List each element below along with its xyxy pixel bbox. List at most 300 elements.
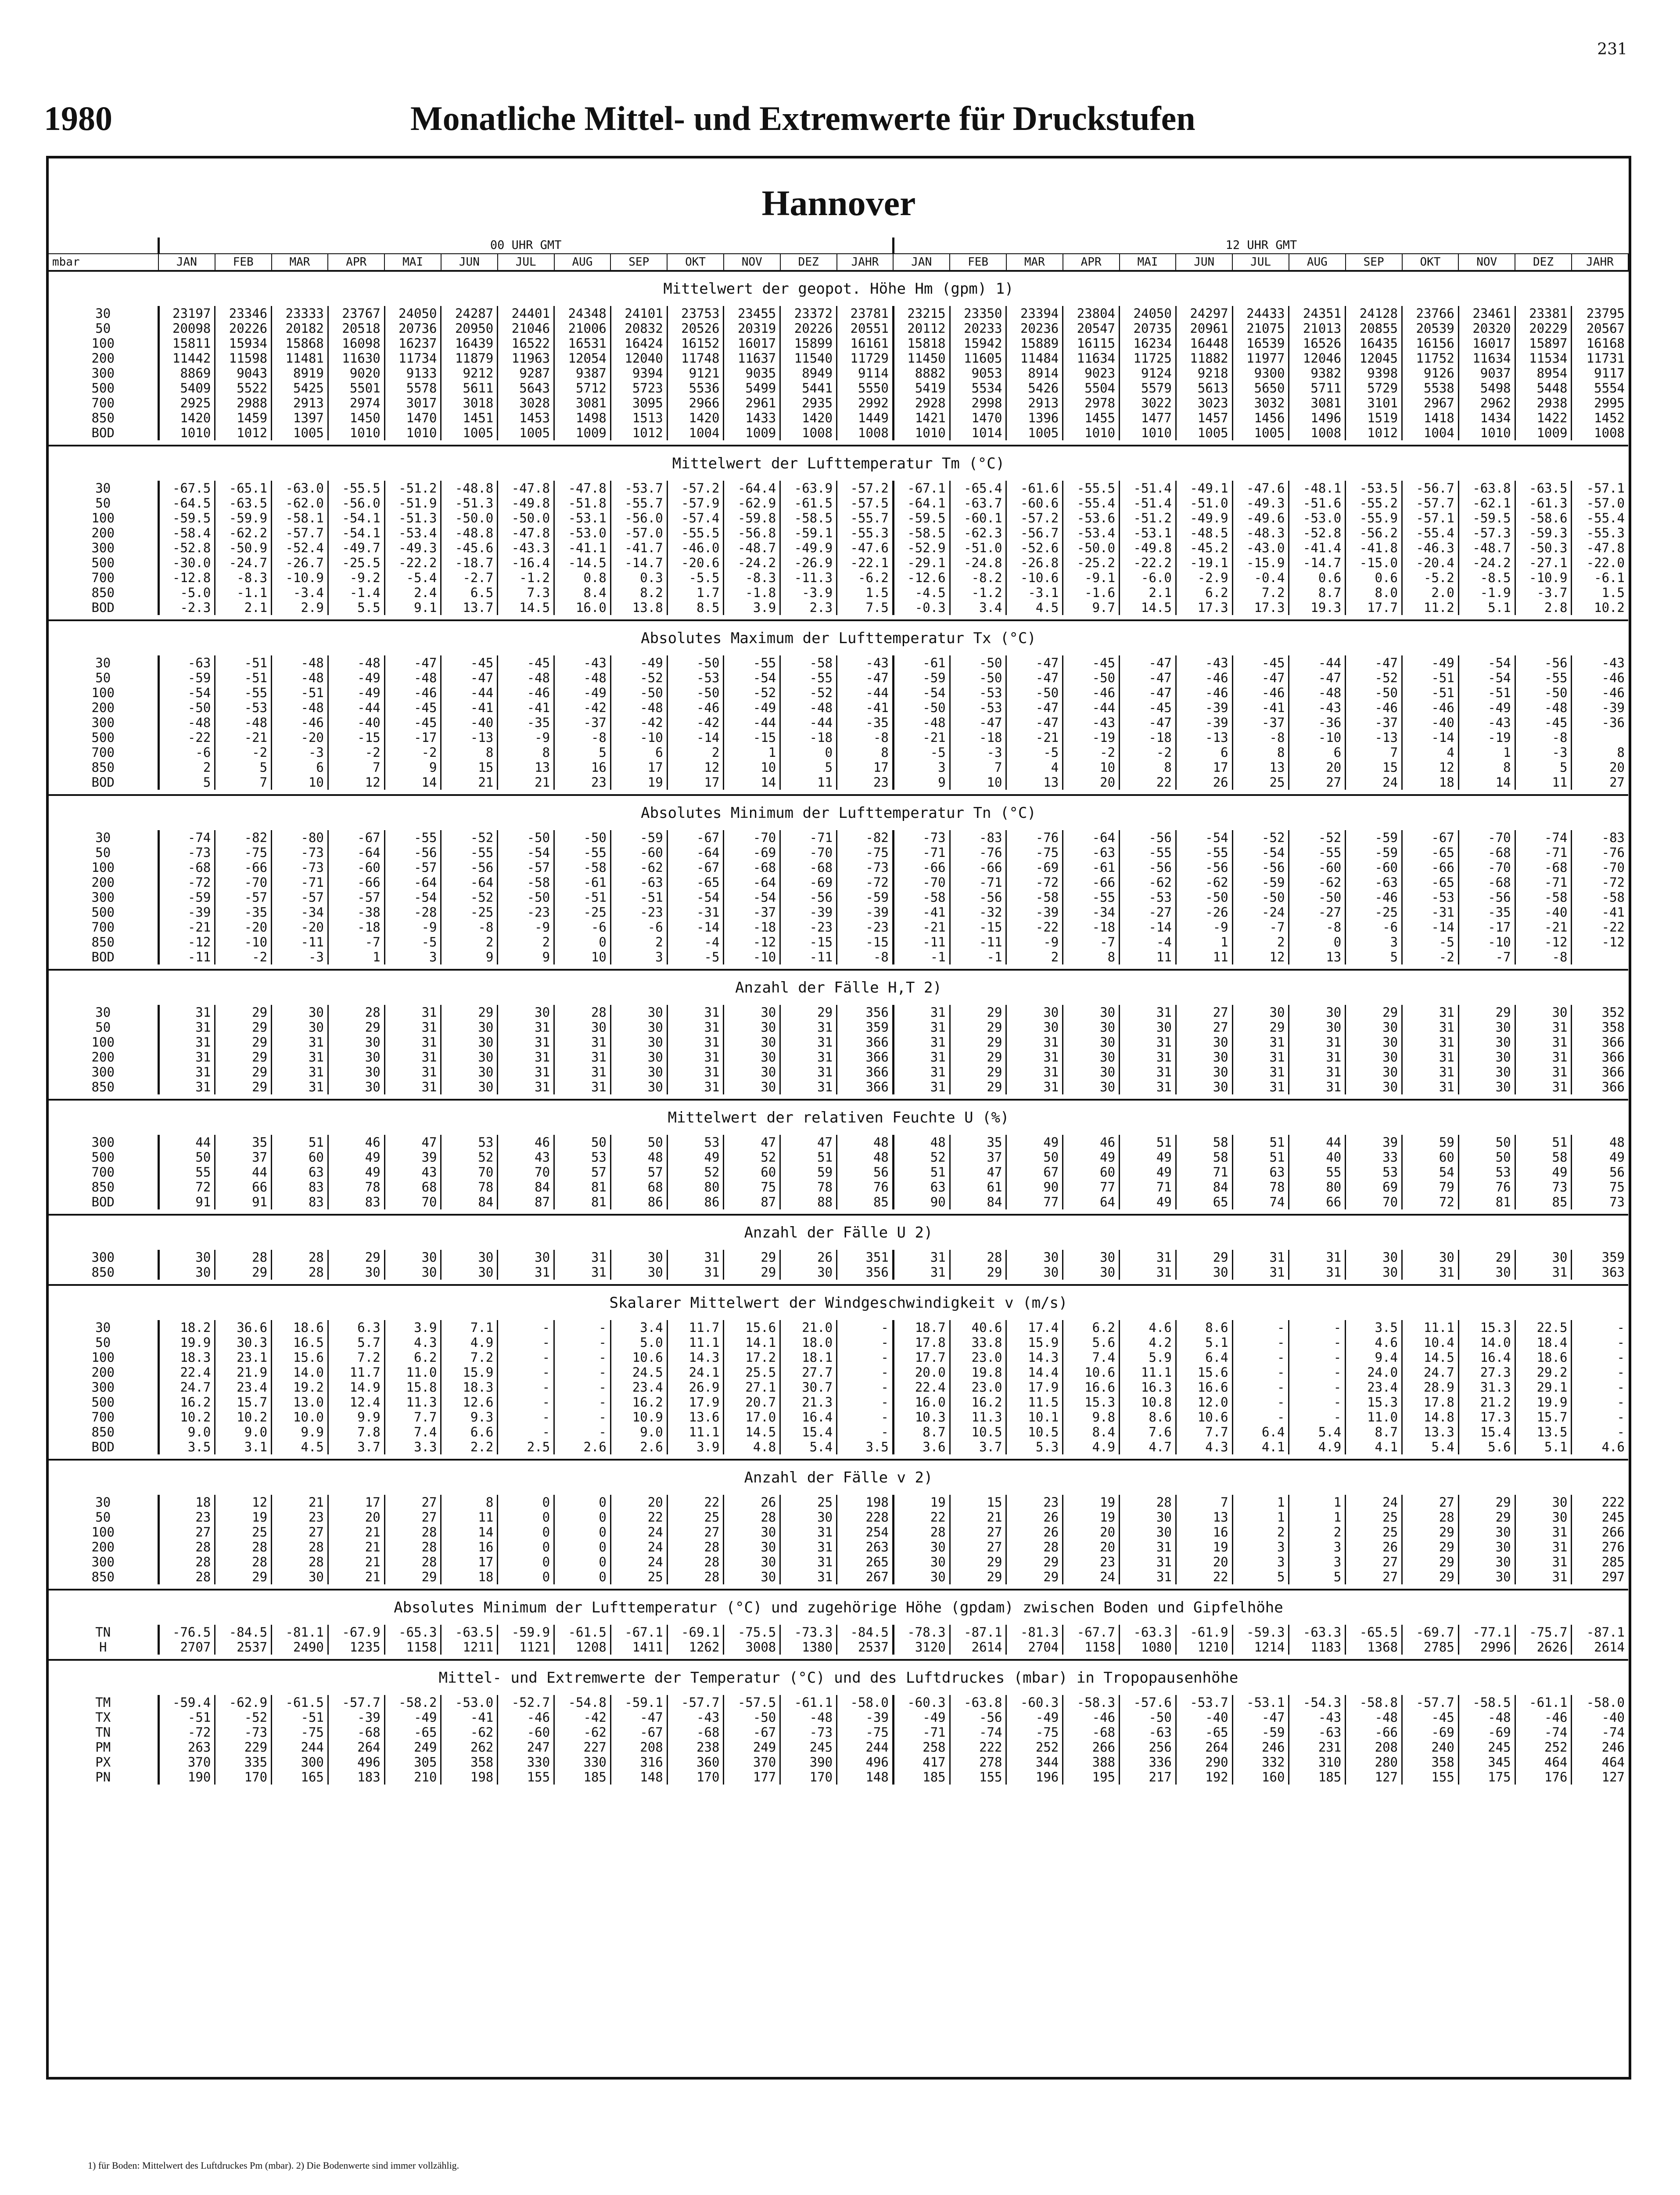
value-cell: 9212 bbox=[441, 366, 498, 381]
value-cell: 30 bbox=[1458, 1050, 1515, 1065]
value-cell: 2.6 bbox=[610, 1439, 667, 1454]
value-cell: 23381 bbox=[1515, 306, 1572, 321]
value-cell: 358 bbox=[441, 1755, 498, 1770]
value-cell: -3 bbox=[272, 950, 328, 964]
value-cell: -75.7 bbox=[1515, 1625, 1572, 1640]
value-cell: 11 bbox=[441, 1510, 498, 1525]
value-cell: -53 bbox=[1120, 890, 1176, 905]
value-cell: -68 bbox=[1458, 845, 1515, 860]
value-cell: -55 bbox=[384, 830, 441, 845]
value-cell: -52 bbox=[441, 830, 498, 845]
value-cell: -43.3 bbox=[498, 540, 554, 555]
value-cell: 13 bbox=[498, 760, 554, 775]
value-cell: 26 bbox=[780, 1250, 837, 1265]
value-cell: 27 bbox=[1176, 1020, 1232, 1035]
value-cell: 25 bbox=[215, 1525, 272, 1540]
value-cell: 366 bbox=[837, 1035, 894, 1050]
value-cell: -54 bbox=[498, 845, 554, 860]
value-cell: 10 bbox=[272, 775, 328, 790]
value-cell: 16 bbox=[441, 1540, 498, 1554]
value-cell: 63 bbox=[1232, 1165, 1289, 1180]
value-cell: 49 bbox=[328, 1165, 384, 1180]
level-label: 50 bbox=[49, 1020, 158, 1035]
value-cell: 30 bbox=[1458, 1065, 1515, 1080]
value-cell: 31 bbox=[1006, 1080, 1063, 1094]
value-cell: 11 bbox=[1176, 950, 1232, 964]
value-cell: 50 bbox=[1458, 1135, 1515, 1150]
value-cell: 23.1 bbox=[215, 1350, 272, 1365]
value-cell: 370 bbox=[158, 1755, 215, 1770]
value-cell: 51 bbox=[1232, 1150, 1289, 1165]
value-cell: 30 bbox=[384, 1250, 441, 1265]
value-cell: 14.3 bbox=[667, 1350, 724, 1365]
value-cell: -43 bbox=[1601, 655, 1625, 670]
value-cell: -49.9 bbox=[1176, 511, 1232, 525]
value-cell: -59.3 bbox=[1515, 525, 1572, 540]
value-cell: -22.0 bbox=[1586, 555, 1625, 570]
value-cell: -46.3 bbox=[1402, 540, 1459, 555]
value-cell: 13.3 bbox=[1402, 1425, 1459, 1439]
value-cell: 27.7 bbox=[780, 1365, 837, 1380]
value-cell: 31 bbox=[1289, 1050, 1346, 1065]
value-cell: 2974 bbox=[328, 396, 384, 410]
value-cell: -57.0 bbox=[610, 525, 667, 540]
value-cell: -49.9 bbox=[780, 540, 837, 555]
value-cell: 24 bbox=[1346, 1495, 1402, 1510]
value-cell: 53 bbox=[1458, 1165, 1515, 1180]
value-cell: 22 bbox=[1176, 1569, 1232, 1584]
value-cell: 30 bbox=[1346, 1020, 1402, 1035]
value-cell: 363 bbox=[1601, 1265, 1625, 1280]
value-cell: 37 bbox=[215, 1150, 272, 1165]
value-cell: 0 bbox=[498, 1554, 554, 1569]
value-cell: 84 bbox=[498, 1180, 554, 1195]
value-cell: 6.3 bbox=[328, 1320, 384, 1335]
value-cell: 31 bbox=[1120, 1554, 1176, 1569]
value-cell: 29 bbox=[780, 1005, 837, 1020]
value-cell: -60 bbox=[610, 845, 667, 860]
value-cell: -39 bbox=[1176, 715, 1232, 730]
value-cell: -61 bbox=[1063, 860, 1120, 875]
value-cell: 0 bbox=[498, 1540, 554, 1554]
value-cell: -11 bbox=[950, 935, 1006, 950]
value-cell: 27 bbox=[1176, 1005, 1232, 1020]
value-cell: 1420 bbox=[158, 410, 215, 425]
value-cell: -48 bbox=[215, 715, 272, 730]
mbar-label: mbar bbox=[49, 254, 158, 271]
table-row bbox=[49, 1439, 1628, 1454]
value-cell: 31 bbox=[1120, 1250, 1176, 1265]
value-cell: 18 bbox=[158, 1495, 215, 1510]
value-cell: -57.9 bbox=[667, 496, 724, 511]
value-cell: 30 bbox=[1346, 1065, 1402, 1080]
value-cell: 23372 bbox=[780, 306, 837, 321]
value-cell: 36.6 bbox=[215, 1320, 272, 1335]
value-cell: 18.1 bbox=[780, 1350, 837, 1365]
value-cell: 13 bbox=[1232, 760, 1289, 775]
value-cell: 4.6 bbox=[1601, 1439, 1625, 1454]
value-cell: -68 bbox=[158, 860, 215, 875]
value-cell: 222 bbox=[1601, 1495, 1625, 1510]
value-cell: -27 bbox=[1120, 905, 1176, 920]
value-cell: -22 bbox=[1601, 920, 1625, 935]
value-cell: -57.5 bbox=[724, 1695, 780, 1710]
value-cell: -52 bbox=[215, 1710, 272, 1725]
value-cell: 29 bbox=[215, 1065, 272, 1080]
value-cell: 29 bbox=[215, 1265, 272, 1280]
value-cell: -49 bbox=[1402, 655, 1459, 670]
value-cell: 2 bbox=[667, 745, 724, 760]
value-cell: -78.3 bbox=[893, 1625, 950, 1640]
value-cell: - bbox=[1617, 1350, 1625, 1365]
value-cell: -50.0 bbox=[498, 511, 554, 525]
value-cell: -4 bbox=[1120, 935, 1176, 950]
value-cell: 359 bbox=[837, 1020, 894, 1035]
value-cell: 31 bbox=[1120, 1265, 1176, 1280]
level-label: TN bbox=[49, 1725, 158, 1740]
value-cell: 3008 bbox=[724, 1640, 780, 1655]
value-cell: 2961 bbox=[724, 396, 780, 410]
value-cell: 16448 bbox=[1176, 336, 1232, 351]
value-cell: -6 bbox=[554, 920, 611, 935]
value-cell: -72 bbox=[1601, 875, 1625, 890]
value-cell: 28 bbox=[667, 1569, 724, 1584]
value-cell: -59 bbox=[610, 830, 667, 845]
value-cell: 30 bbox=[1458, 1569, 1515, 1584]
value-cell: -55.4 bbox=[1586, 511, 1625, 525]
value-cell: 5448 bbox=[1515, 381, 1572, 396]
value-cell: 4.6 bbox=[1346, 1335, 1402, 1350]
value-cell: 91 bbox=[158, 1195, 215, 1209]
value-cell: -1 bbox=[893, 950, 950, 964]
value-cell: 31 bbox=[1120, 1065, 1176, 1080]
value-cell: -59.4 bbox=[158, 1695, 215, 1710]
value-cell: -47 bbox=[1006, 655, 1063, 670]
value-cell: 29 bbox=[1402, 1525, 1459, 1540]
value-cell: 31 bbox=[1120, 1080, 1176, 1094]
value-cell: 4.6 bbox=[1120, 1320, 1176, 1335]
value-cell: 3.9 bbox=[724, 600, 780, 615]
value-cell: 9.0 bbox=[158, 1425, 215, 1439]
value-cell: 27 bbox=[1402, 1495, 1459, 1510]
value-cell: -2.3 bbox=[158, 600, 215, 615]
value-cell: 31 bbox=[893, 1250, 950, 1265]
section-header bbox=[49, 271, 1628, 306]
value-cell: - bbox=[554, 1380, 611, 1395]
value-cell: 7.5 bbox=[837, 600, 894, 615]
level-label: 200 bbox=[49, 700, 158, 715]
value-cell: - bbox=[837, 1365, 894, 1380]
value-cell: 29 bbox=[215, 1035, 272, 1050]
value-cell: 3081 bbox=[554, 396, 611, 410]
value-cell: 15 bbox=[1346, 760, 1402, 775]
value-cell: 30 bbox=[441, 1265, 498, 1280]
value-cell: 1080 bbox=[1120, 1640, 1176, 1655]
value-cell: 1008 bbox=[837, 425, 894, 440]
value-cell: 51 bbox=[780, 1150, 837, 1165]
level-label: 200 bbox=[49, 1540, 158, 1554]
value-cell: -10 bbox=[1458, 935, 1515, 950]
level-label: 30 bbox=[49, 1495, 158, 1510]
value-cell: 80 bbox=[667, 1180, 724, 1195]
value-cell: 366 bbox=[837, 1050, 894, 1065]
value-cell: -52 bbox=[724, 685, 780, 700]
value-cell: 4.8 bbox=[724, 1439, 780, 1454]
value-cell: 2.0 bbox=[1402, 585, 1459, 600]
value-cell: -59 bbox=[1232, 1725, 1289, 1740]
value-cell: 360 bbox=[667, 1755, 724, 1770]
value-cell: 11977 bbox=[1232, 351, 1289, 366]
value-cell: 222 bbox=[950, 1740, 1006, 1755]
value-cell: -51 bbox=[1458, 685, 1515, 700]
value-cell: 0 bbox=[554, 1554, 611, 1569]
value-cell: -45 bbox=[384, 715, 441, 730]
value-cell: 0 bbox=[498, 1510, 554, 1525]
value-cell: 16115 bbox=[1063, 336, 1120, 351]
value-cell: 417 bbox=[893, 1755, 950, 1770]
month-header: AUG bbox=[1289, 254, 1346, 271]
value-cell: 6.5 bbox=[441, 585, 498, 600]
level-label: 700 bbox=[49, 745, 158, 760]
month-header: NOV bbox=[1458, 254, 1515, 271]
value-cell: -10 bbox=[1289, 730, 1346, 745]
value-cell: -52 bbox=[1346, 670, 1402, 685]
value-cell: -56 bbox=[1458, 890, 1515, 905]
value-cell: 31 bbox=[384, 1080, 441, 1094]
section-title: Mittelwert der Lufttemperatur Tm (°C) bbox=[49, 446, 1628, 481]
value-cell: 25 bbox=[1346, 1510, 1402, 1525]
value-cell: -51 bbox=[272, 1710, 328, 1725]
value-cell: -61.5 bbox=[272, 1695, 328, 1710]
value-cell: 11.3 bbox=[950, 1410, 1006, 1425]
value-cell: 1459 bbox=[215, 410, 272, 425]
value-cell: -62 bbox=[1176, 875, 1232, 890]
value-cell: 11450 bbox=[893, 351, 950, 366]
value-cell: -46 bbox=[384, 685, 441, 700]
value-cell: - bbox=[554, 1350, 611, 1365]
value-cell: -41 bbox=[441, 700, 498, 715]
value-cell: 63 bbox=[272, 1165, 328, 1180]
value-cell: - bbox=[1617, 1365, 1625, 1380]
value-cell: 1010 bbox=[158, 425, 215, 440]
value-cell: -72 bbox=[158, 1725, 215, 1740]
value-cell: 23781 bbox=[837, 306, 894, 321]
value-cell: 29.1 bbox=[1515, 1380, 1572, 1395]
section-title: Absolutes Minimum der Lufttemperatur (°C) und zugehörige Höhe (gpdam) zwischen Boden und Gipfelhöhe bbox=[49, 1590, 1628, 1625]
value-cell: -57.6 bbox=[1120, 1695, 1176, 1710]
value-cell: 246 bbox=[1232, 1740, 1289, 1755]
value-cell: -55 bbox=[1063, 890, 1120, 905]
level-label: 30 bbox=[49, 1320, 158, 1335]
value-cell: 19.9 bbox=[1515, 1395, 1572, 1410]
value-cell: -48 bbox=[1289, 685, 1346, 700]
value-cell: 9387 bbox=[554, 366, 611, 381]
value-cell: 5538 bbox=[1402, 381, 1459, 396]
value-cell: -51.2 bbox=[1120, 511, 1176, 525]
value-cell: 87 bbox=[498, 1195, 554, 1209]
value-cell: 1005 bbox=[441, 425, 498, 440]
value-cell: 9.4 bbox=[1346, 1350, 1402, 1365]
value-cell: 31 bbox=[1289, 1080, 1346, 1094]
value-cell: 14.4 bbox=[1006, 1365, 1063, 1380]
value-cell: 28 bbox=[667, 1540, 724, 1554]
value-cell: 31 bbox=[554, 1035, 611, 1050]
value-cell: -45.6 bbox=[441, 540, 498, 555]
value-cell: -53 bbox=[667, 670, 724, 685]
value-cell: -50 bbox=[893, 700, 950, 715]
value-cell: - bbox=[554, 1395, 611, 1410]
value-cell: -6.1 bbox=[1594, 570, 1625, 585]
value-cell: 31 bbox=[554, 1265, 611, 1280]
value-cell: -63.3 bbox=[1120, 1625, 1176, 1640]
value-cell: -57 bbox=[328, 890, 384, 905]
value-cell: 5 bbox=[1346, 950, 1402, 964]
value-cell: 57 bbox=[554, 1165, 611, 1180]
value-cell: 31 bbox=[1120, 1005, 1176, 1020]
value-cell: - bbox=[554, 1425, 611, 1439]
value-cell: -11 bbox=[272, 935, 328, 950]
value-cell: - bbox=[1289, 1380, 1346, 1395]
level-label: 30 bbox=[49, 1005, 158, 1020]
value-cell: -50 bbox=[667, 685, 724, 700]
value-cell: -56 bbox=[1176, 860, 1232, 875]
value-cell: 8.6 bbox=[1120, 1410, 1176, 1425]
value-cell: -56.2 bbox=[1346, 525, 1402, 540]
value-cell: 29 bbox=[950, 1265, 1006, 1280]
level-label: 50 bbox=[49, 1510, 158, 1525]
value-cell: 60 bbox=[272, 1150, 328, 1165]
table-row bbox=[49, 600, 1628, 615]
value-cell: 31 bbox=[554, 1250, 611, 1265]
value-cell: 2785 bbox=[1402, 1640, 1459, 1655]
value-cell: 5578 bbox=[384, 381, 441, 396]
value-cell: -61 bbox=[554, 875, 611, 890]
value-cell: -46 bbox=[498, 1710, 554, 1725]
value-cell: 9.1 bbox=[384, 600, 441, 615]
value-cell: 31 bbox=[1289, 1265, 1346, 1280]
value-cell: 19.3 bbox=[1289, 600, 1346, 615]
value-cell: 1004 bbox=[1402, 425, 1459, 440]
value-cell: 24050 bbox=[384, 306, 441, 321]
value-cell: -31 bbox=[1402, 905, 1459, 920]
value-cell: 21 bbox=[441, 775, 498, 790]
value-cell: -8.3 bbox=[215, 570, 272, 585]
value-cell: 4.3 bbox=[384, 1335, 441, 1350]
value-cell: 27 bbox=[158, 1525, 215, 1540]
value-cell: 16.4 bbox=[780, 1410, 837, 1425]
value-cell: 12.4 bbox=[328, 1395, 384, 1410]
value-cell: - bbox=[837, 1425, 894, 1439]
value-cell: - bbox=[837, 1395, 894, 1410]
value-cell: -65 bbox=[1176, 1725, 1232, 1740]
value-cell: 28 bbox=[950, 1250, 1006, 1265]
value-cell: 27 bbox=[1346, 1569, 1402, 1584]
value-cell: 29 bbox=[1458, 1495, 1515, 1510]
value-cell: -57.4 bbox=[667, 511, 724, 525]
value-cell: 5 bbox=[1289, 1569, 1346, 1584]
value-cell: 30 bbox=[1006, 1265, 1063, 1280]
value-cell: 20518 bbox=[328, 321, 384, 336]
value-cell: 30 bbox=[724, 1554, 780, 1569]
month-header: OKT bbox=[667, 254, 724, 271]
value-cell: 1457 bbox=[1176, 410, 1232, 425]
value-cell: 1452 bbox=[1594, 410, 1625, 425]
value-cell: 5 bbox=[554, 745, 611, 760]
value-cell: -23 bbox=[837, 920, 894, 935]
value-cell: 263 bbox=[158, 1740, 215, 1755]
value-cell: 1418 bbox=[1402, 410, 1459, 425]
value-cell: -9 bbox=[498, 730, 554, 745]
table-row bbox=[49, 381, 1628, 396]
value-cell: 31 bbox=[1402, 1065, 1459, 1080]
value-cell: -73.3 bbox=[780, 1625, 837, 1640]
value-cell: 14.3 bbox=[1006, 1350, 1063, 1365]
value-cell: -47.8 bbox=[498, 481, 554, 496]
value-cell: 0.3 bbox=[610, 570, 667, 585]
value-cell: -64.5 bbox=[158, 496, 215, 511]
level-label: 300 bbox=[49, 715, 158, 730]
value-cell: -76 bbox=[950, 845, 1006, 860]
value-cell: 5.5 bbox=[328, 600, 384, 615]
level-label: 500 bbox=[49, 730, 158, 745]
value-cell: -1.1 bbox=[215, 585, 272, 600]
value-cell: 31 bbox=[1120, 1540, 1176, 1554]
value-cell: 16168 bbox=[1586, 336, 1625, 351]
value-cell: 31 bbox=[1402, 1050, 1459, 1065]
value-cell: 17 bbox=[441, 1554, 498, 1569]
value-cell: 31 bbox=[384, 1065, 441, 1080]
value-cell: 31 bbox=[1515, 1065, 1572, 1080]
value-cell: -56 bbox=[950, 890, 1006, 905]
value-cell: 49 bbox=[1120, 1150, 1176, 1165]
value-cell: -74 bbox=[158, 830, 215, 845]
value-cell: 24351 bbox=[1289, 306, 1346, 321]
value-cell: -54.8 bbox=[554, 1695, 611, 1710]
table-row bbox=[49, 1320, 1628, 1335]
section-gap bbox=[49, 1655, 1628, 1660]
value-cell: -54 bbox=[1176, 830, 1232, 845]
value-cell: - bbox=[837, 1335, 894, 1350]
level-label: 50 bbox=[49, 670, 158, 685]
value-cell: -48 bbox=[780, 700, 837, 715]
value-cell: -55 bbox=[1515, 670, 1572, 685]
value-cell: 5712 bbox=[554, 381, 611, 396]
value-cell: -56.0 bbox=[610, 511, 667, 525]
value-cell: 2.5 bbox=[498, 1439, 554, 1454]
value-cell: 23215 bbox=[893, 306, 950, 321]
value-cell: -25 bbox=[554, 905, 611, 920]
value-cell: 29 bbox=[950, 1050, 1006, 1065]
table-row bbox=[49, 525, 1628, 540]
table-row bbox=[49, 1150, 1628, 1165]
value-cell: -71 bbox=[893, 1725, 950, 1740]
value-cell: 148 bbox=[610, 1770, 667, 1785]
value-cell: 23 bbox=[554, 775, 611, 790]
table-row bbox=[49, 775, 1628, 790]
value-cell: -63.5 bbox=[215, 496, 272, 511]
value-cell: 17.8 bbox=[1402, 1395, 1459, 1410]
value-cell: 366 bbox=[837, 1080, 894, 1094]
value-cell: 31 bbox=[780, 1035, 837, 1050]
value-cell: -13 bbox=[1176, 730, 1232, 745]
value-cell: 23197 bbox=[158, 306, 215, 321]
value-cell: -45 bbox=[1232, 655, 1289, 670]
value-cell: 51 bbox=[1515, 1135, 1572, 1150]
value-cell: 35 bbox=[950, 1135, 1006, 1150]
value-cell: 249 bbox=[724, 1740, 780, 1755]
value-cell: 30 bbox=[724, 1569, 780, 1584]
table-row bbox=[49, 1525, 1628, 1540]
